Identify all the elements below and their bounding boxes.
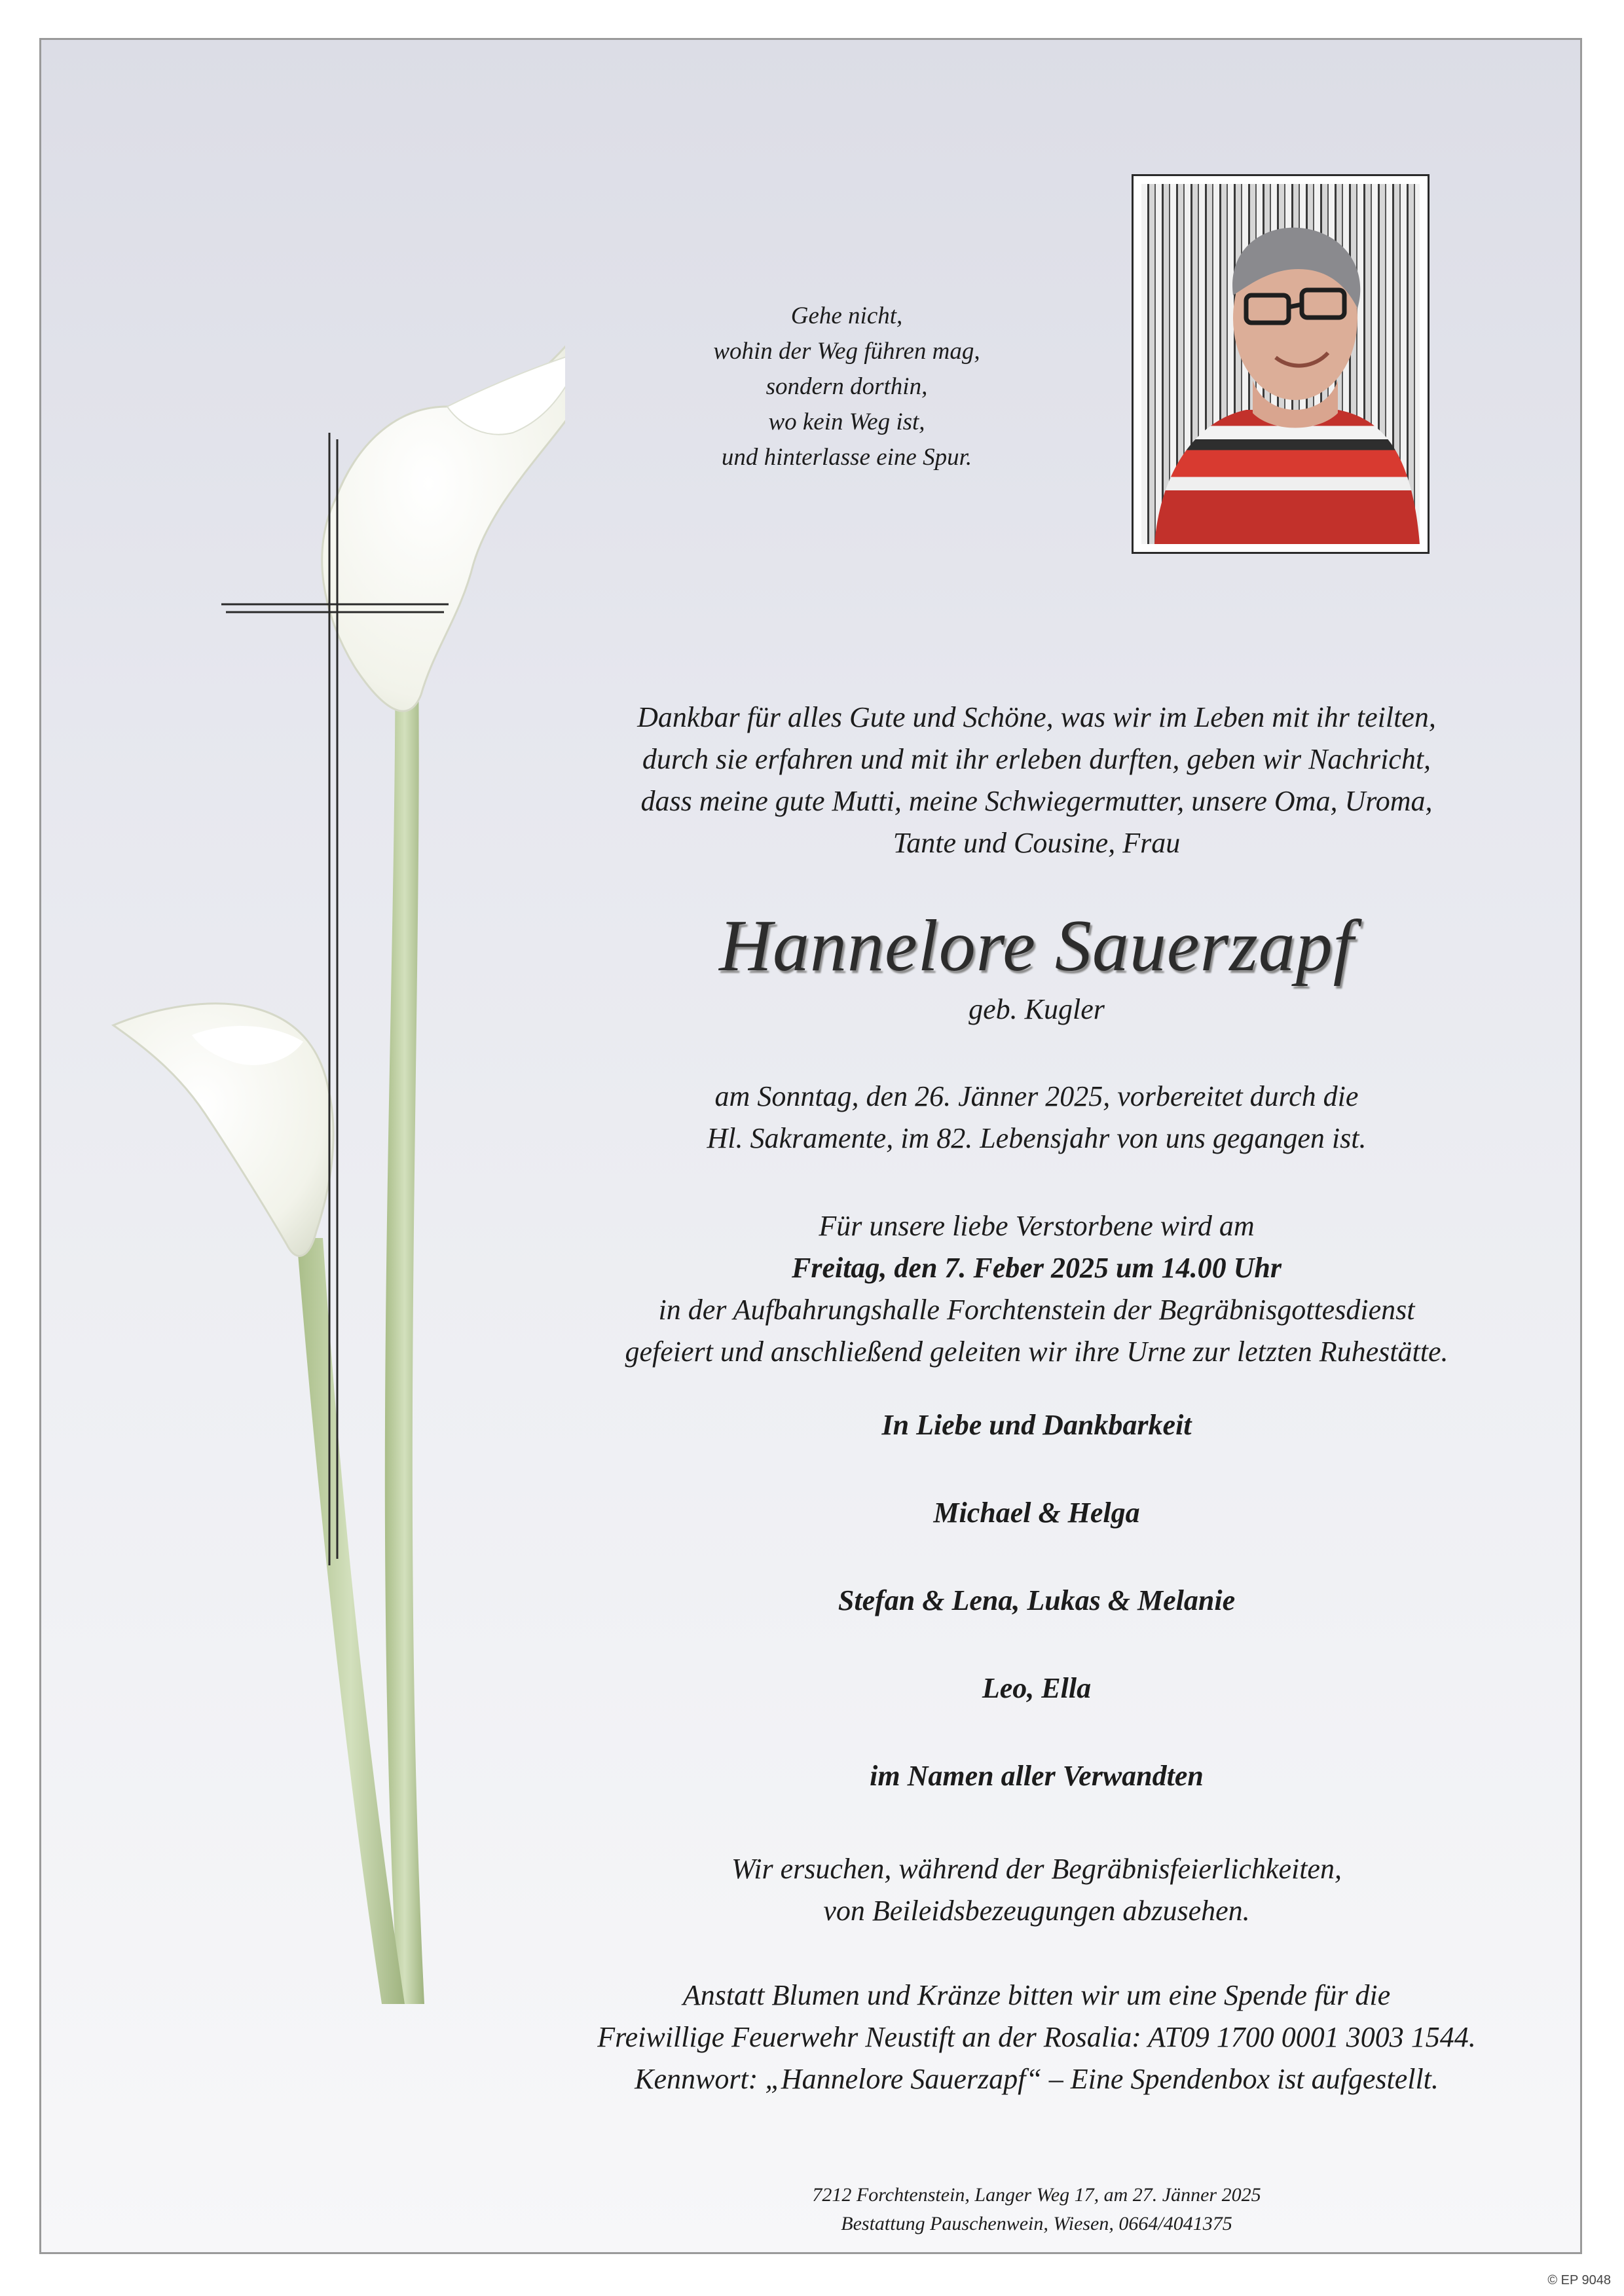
request-line: Wir ersuchen, während der Begräbnisfeierlichkeiten, — [731, 1853, 1342, 1885]
signature-closing: In Liebe und Dankbarkeit — [881, 1409, 1192, 1441]
poem — [631, 299, 1063, 475]
death-line: Hl. Sakramente, im 82. Lebensjahr von uns gegangen ist. — [707, 1122, 1367, 1154]
intro-line: Tante und Cousine, Frau — [893, 827, 1181, 859]
condolence-request — [513, 1848, 1560, 1932]
signature-family: Leo, Ella — [982, 1672, 1092, 1704]
intro-line: Dankbar für alles Gute und Schöne, was wir im Leben mit ihr teilten, — [637, 701, 1436, 733]
signature-family: Michael & Helga — [933, 1497, 1140, 1529]
funeral-date: Freitag, den 7. Feber 2025 um 14.00 Uhr — [791, 1252, 1282, 1284]
request-line: von Beileidsbezeugungen abzusehen. — [823, 1895, 1250, 1927]
product-code: © EP 9048 — [1547, 2273, 1611, 2287]
signature-family: Stefan & Lena, Lukas & Melanie — [838, 1584, 1236, 1616]
calla-lily-illustration — [41, 40, 565, 2254]
funeral-line: in der Aufbahrungshalle Forchtenstein der Begräbnisgottesdienst — [658, 1294, 1415, 1326]
poem-line: und hinterlasse eine Spur. — [721, 444, 972, 471]
announcement-intro — [513, 697, 1560, 864]
deceased-name: Hannelore Sauerzapf — [719, 905, 1354, 987]
donation-line: Kennwort: „Hannelore Sauerzapf“ – Eine Spendenbox ist aufgestellt. — [635, 2063, 1439, 2095]
signature-relatives: im Namen aller Verwandten — [870, 1760, 1204, 1792]
poem-line: wo kein Weg ist, — [768, 409, 925, 435]
footer-line: 7212 Forchtenstein, Langer Weg 17, am 27. Jänner 2025 — [812, 2184, 1261, 2206]
obituary-card — [39, 38, 1582, 2254]
intro-line: durch sie erfahren und mit ihr erleben durften, geben wir Nachricht, — [642, 743, 1431, 775]
intro-line: dass meine gute Mutti, meine Schwiegermutter, unsere Oma, Uroma, — [640, 785, 1433, 817]
poem-line: Gehe nicht, — [790, 302, 903, 329]
lily-stem-upper — [385, 629, 424, 2004]
death-notice — [513, 1076, 1560, 1159]
donation-request — [513, 1975, 1560, 2100]
footer-line: Bestattung Pauschenwein, Wiesen, 0664/4041375 — [841, 2213, 1232, 2234]
donation-line: Freiwillige Feuerwehr Neustift an der Rosalia: AT09 1700 0001 3003 1544. — [597, 2021, 1476, 2053]
donation-line: Anstatt Blumen und Kränze bitten wir um eine Spende für die — [682, 1979, 1391, 2011]
portrait-photo — [1132, 174, 1430, 554]
funeral-details — [513, 1205, 1560, 1373]
poem-line: sondern dorthin, — [766, 373, 928, 400]
birth-name: geb. Kugler — [969, 993, 1105, 1025]
death-line: am Sonntag, den 26. Jänner 2025, vorbereitet durch die — [714, 1080, 1359, 1112]
funeral-line: Für unsere liebe Verstorbene wird am — [819, 1210, 1255, 1242]
footer — [513, 2181, 1560, 2238]
funeral-line: gefeiert und anschließend geleiten wir ihre Urne zur letzten Ruhestätte. — [625, 1336, 1449, 1368]
poem-line: wohin der Weg führen mag, — [713, 338, 980, 365]
